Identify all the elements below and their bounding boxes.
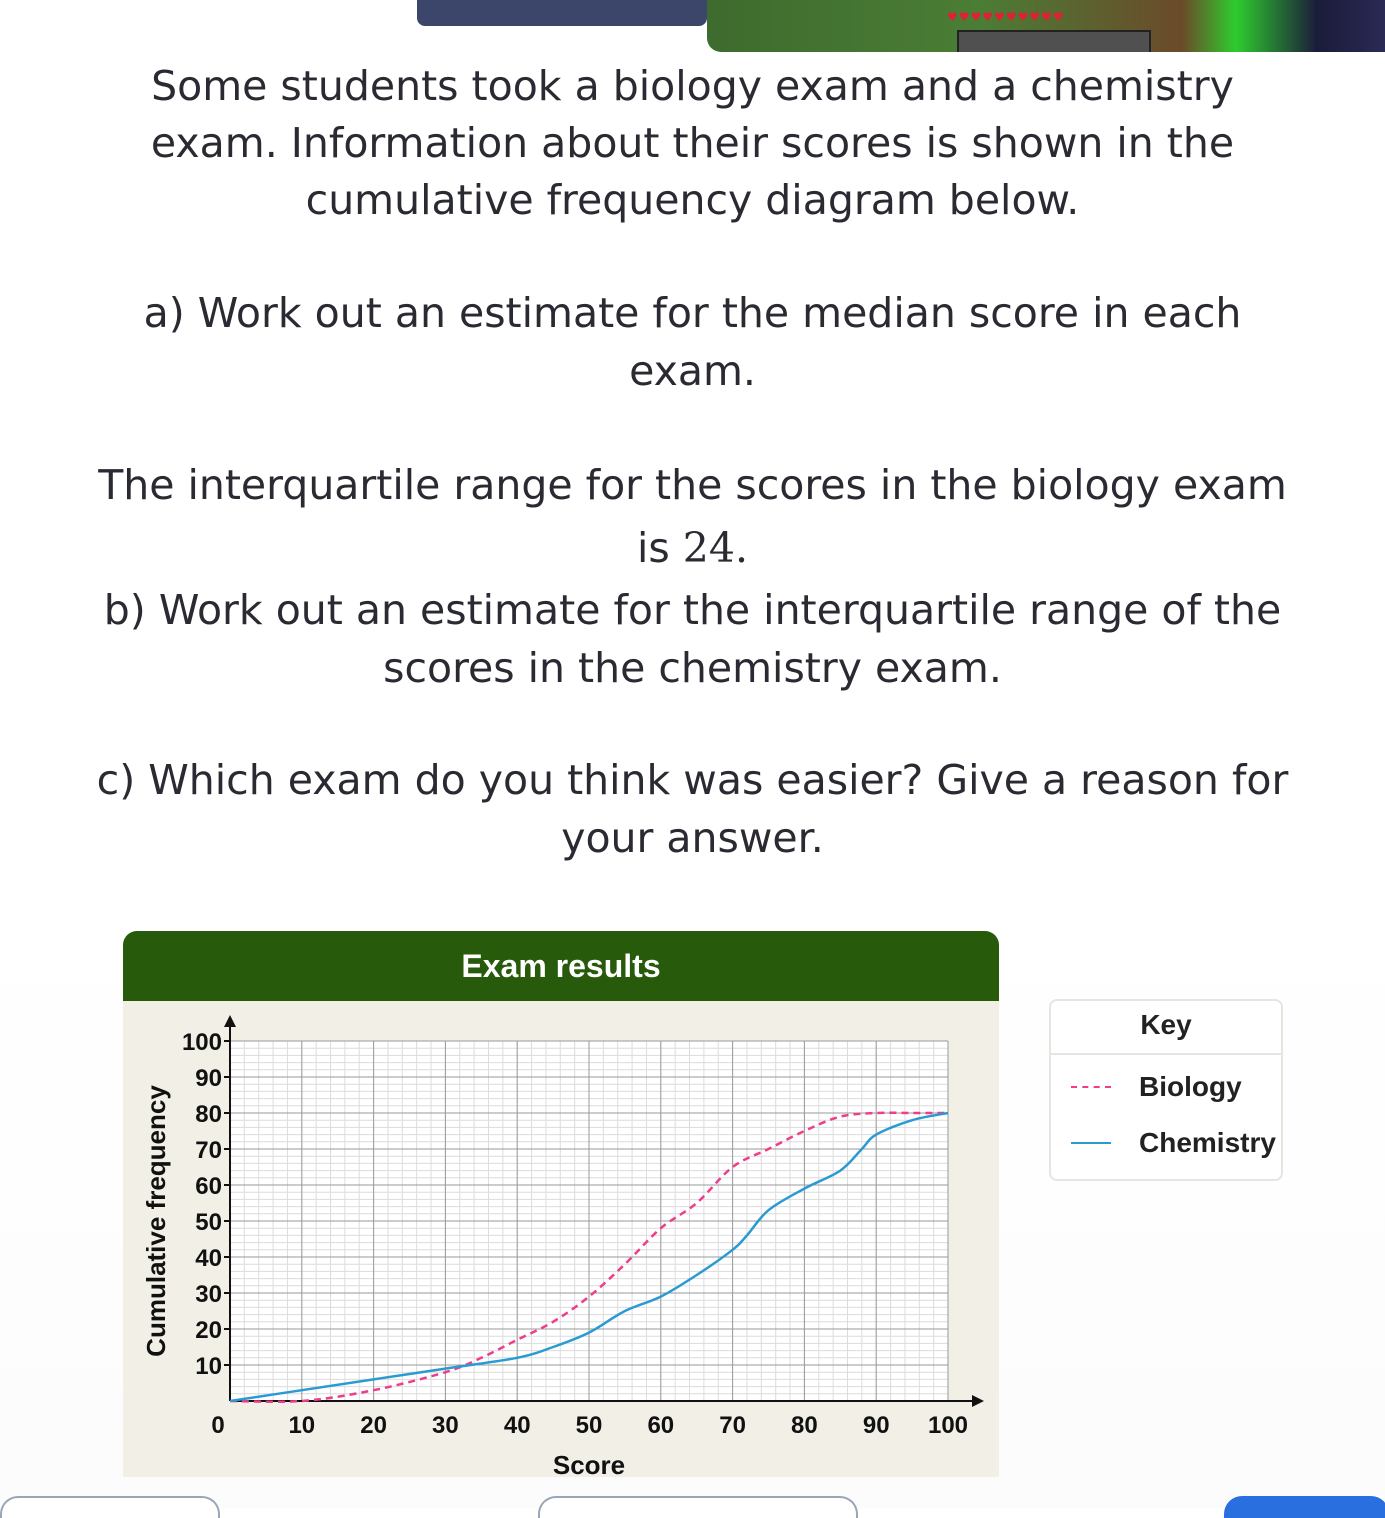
hearts-icon: ♥♥♥♥♥♥♥♥♥♥ <box>947 10 1065 24</box>
chemistry-solid-line-icon <box>1071 1142 1111 1144</box>
key-label-chemistry: Chemistry <box>1139 1127 1276 1158</box>
game-overlay-thumbnail <box>707 0 1385 52</box>
key-item-chemistry <box>1051 1123 1281 1163</box>
y-tick-label: 20 <box>195 1317 222 1344</box>
y-tick-label: 10 <box>195 1353 222 1380</box>
x-tick-label: 40 <box>503 1412 531 1439</box>
key-label-biology: Biology <box>1139 1071 1242 1102</box>
x-tick-label: 60 <box>647 1412 675 1439</box>
x-tick-label: 70 <box>719 1412 746 1439</box>
y-tick-label: 90 <box>195 1065 222 1092</box>
x-tick-label: 50 <box>575 1412 603 1439</box>
iqr-statement-line-2 <box>0 520 1385 577</box>
x-tick-label: 90 <box>862 1412 890 1439</box>
intro-line-2: exam. Information about their scores is shown in the <box>150 119 1235 167</box>
chart-title: Exam results <box>461 948 661 984</box>
part-a-line-2: exam. <box>629 347 756 395</box>
key-title: Key <box>1140 1009 1192 1040</box>
chart-card <box>123 931 999 1477</box>
x-tick-label: 100 <box>927 1412 969 1439</box>
biology-dashed-line-icon <box>1071 1086 1111 1088</box>
x-tick-label: 20 <box>360 1412 387 1439</box>
y-tick-label: 50 <box>195 1209 222 1236</box>
key-item-biology <box>1051 1067 1281 1107</box>
intro-line-1: Some students took a biology exam and a chemistry <box>151 62 1234 110</box>
part-c-line-1: c) Which exam do you think was easier? Give a reason for <box>96 756 1289 804</box>
top-toolbar-pill[interactable] <box>417 0 707 26</box>
key-divider <box>1051 1053 1281 1055</box>
y-tick-label: 80 <box>195 1101 222 1128</box>
iqr-value: 24 <box>682 524 735 572</box>
chart-svg <box>123 931 999 1477</box>
x-tick-label: 80 <box>791 1412 818 1439</box>
x-tick-label: 0 <box>211 1412 225 1439</box>
y-axis-arrow-icon <box>224 1015 236 1027</box>
x-tick-label: 10 <box>288 1412 316 1439</box>
chart-key <box>1049 999 1283 1181</box>
iqr-suffix: . <box>734 524 748 572</box>
x-axis-title: Score <box>552 1450 626 1477</box>
part-a-line-1: a) Work out an estimate for the median score in each <box>143 289 1242 337</box>
part-b-line-2: scores in the chemistry exam. <box>383 644 1002 692</box>
part-c-line-2: your answer. <box>561 814 824 862</box>
iqr-statement-line-1: The interquartile range for the scores in the biology exam <box>98 461 1287 509</box>
y-tick-label: 30 <box>195 1281 222 1308</box>
iqr-prefix: is <box>636 524 683 572</box>
y-axis-title: Cumulative frequency <box>141 1085 171 1357</box>
y-tick-label: 70 <box>195 1137 222 1164</box>
x-tick-label: 30 <box>432 1412 459 1439</box>
y-tick-label: 40 <box>195 1245 222 1272</box>
intro-line-3: cumulative frequency diagram below. <box>305 176 1080 224</box>
bottom-tab-1[interactable] <box>0 1496 220 1518</box>
bottom-tab-2[interactable] <box>538 1496 858 1518</box>
y-tick-label: 60 <box>195 1173 222 1200</box>
hotbar-icon <box>957 30 1151 52</box>
bottom-tab-3[interactable] <box>1224 1496 1385 1518</box>
part-b-line-1: b) Work out an estimate for the interquartile range of the <box>103 586 1282 634</box>
x-axis-arrow-icon <box>972 1395 984 1407</box>
y-tick-label: 100 <box>181 1029 222 1056</box>
